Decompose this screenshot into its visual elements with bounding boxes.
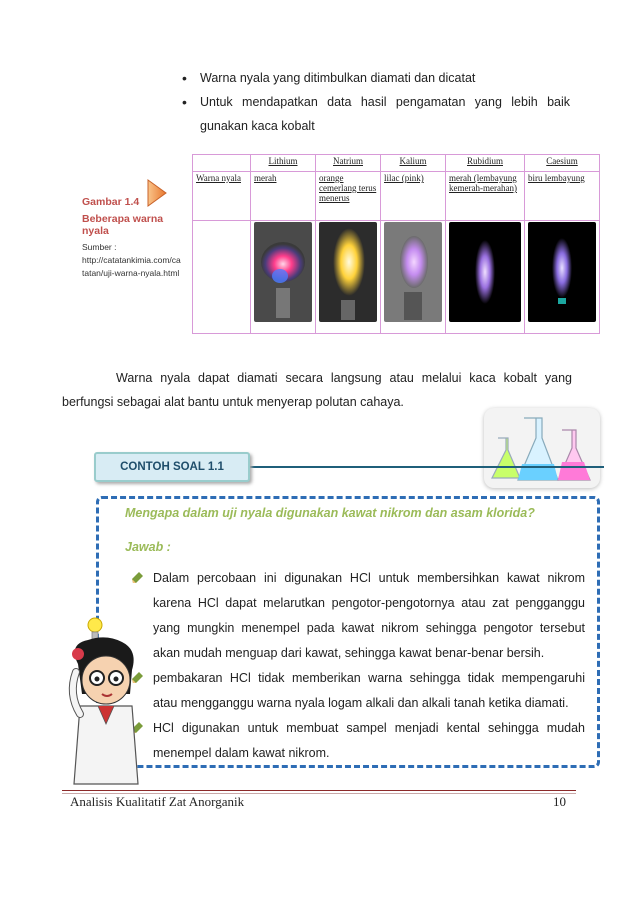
figure-subtitle: Beberapa warna nyala <box>82 213 164 237</box>
flame-photo-natrium <box>316 221 381 334</box>
bullet-item: • Untuk mendapatkan data hasil pengamatan yang lebih baik gunakan kaca kobalt <box>160 90 570 138</box>
figure-caption <box>82 196 182 280</box>
list-item: HCl digunakan untuk membuat sampel menjadi kental sehingga mudah menempel dalam kawat nikrom. <box>130 716 585 766</box>
footer-title: Analisis Kualitatif Zat Anorganik <box>70 794 245 809</box>
column-header: Kalium <box>381 155 446 172</box>
column-header: Caesium <box>525 155 600 172</box>
figure-title: Gambar 1.4 <box>82 196 140 208</box>
list-item: pembakaran HCl tidak memberikan warna sehingga tidak mempengaruhi atau mengganggu warna nyala logam alkali dan alkali tanah ketika diamati. <box>130 666 585 716</box>
row-header: Warna nyala <box>193 172 251 221</box>
page-number: 10 <box>553 794 566 809</box>
flame-photo-rubidium <box>446 221 525 334</box>
flask-icon <box>484 408 600 488</box>
flask-illustration <box>484 408 600 488</box>
source-url: http://catatankimia.com/catatan/uji-warna-nyala.html <box>82 255 181 278</box>
answer-label: Jawab : <box>125 540 171 554</box>
source-label: Sumber : <box>82 242 117 252</box>
body-paragraph: Warna nyala dapat diamati secara langsung atau melalui kaca kobalt yang berfungsi sebagai alat bantu untuk menyerap polutan cahaya. <box>62 371 572 409</box>
table-cell: merah (lembayung kemerah-merahan) <box>446 172 525 221</box>
footer-rule <box>62 790 576 791</box>
answer-list <box>130 566 585 766</box>
contoh-soal-label: CONTOH SOAL 1.1 <box>94 452 250 482</box>
flame-photo-lithium <box>251 221 316 334</box>
column-header: Natrium <box>316 155 381 172</box>
table-cell: merah <box>251 172 316 221</box>
figure-source <box>82 241 182 280</box>
bullet-item: • Warna nyala yang ditimbulkan diamati dan dicatat <box>160 66 570 90</box>
instruction-bullets <box>160 66 570 138</box>
scientist-illustration <box>58 634 154 790</box>
flame-photo-kalium <box>381 221 446 334</box>
flame-photo-caesium <box>525 221 600 334</box>
table-cell: biru lembayung <box>525 172 600 221</box>
column-header: Rubidium <box>446 155 525 172</box>
table-cell: lilac (pink) <box>381 172 446 221</box>
table-cell: orange cemerlang terus menerus <box>316 172 381 221</box>
list-item: Dalam percobaan ini digunakan HCl untuk membersihkan kawat nikrom karena HCl dapat melarutkan pengotor-pengotornya atau zat pengganggu yang mungkin menempel pada kawat nikrom sehingga pengotor tersebut akan mudah menguap dari kawat, sehingga kawat benar-benar bersih. <box>130 566 585 666</box>
flame-color-table <box>192 154 600 334</box>
column-header: Lithium <box>251 155 316 172</box>
question-text: Mengapa dalam uji nyala digunakan kawat nikrom dan asam klorida? <box>125 506 535 520</box>
pencil-bullet-icon <box>130 571 144 585</box>
